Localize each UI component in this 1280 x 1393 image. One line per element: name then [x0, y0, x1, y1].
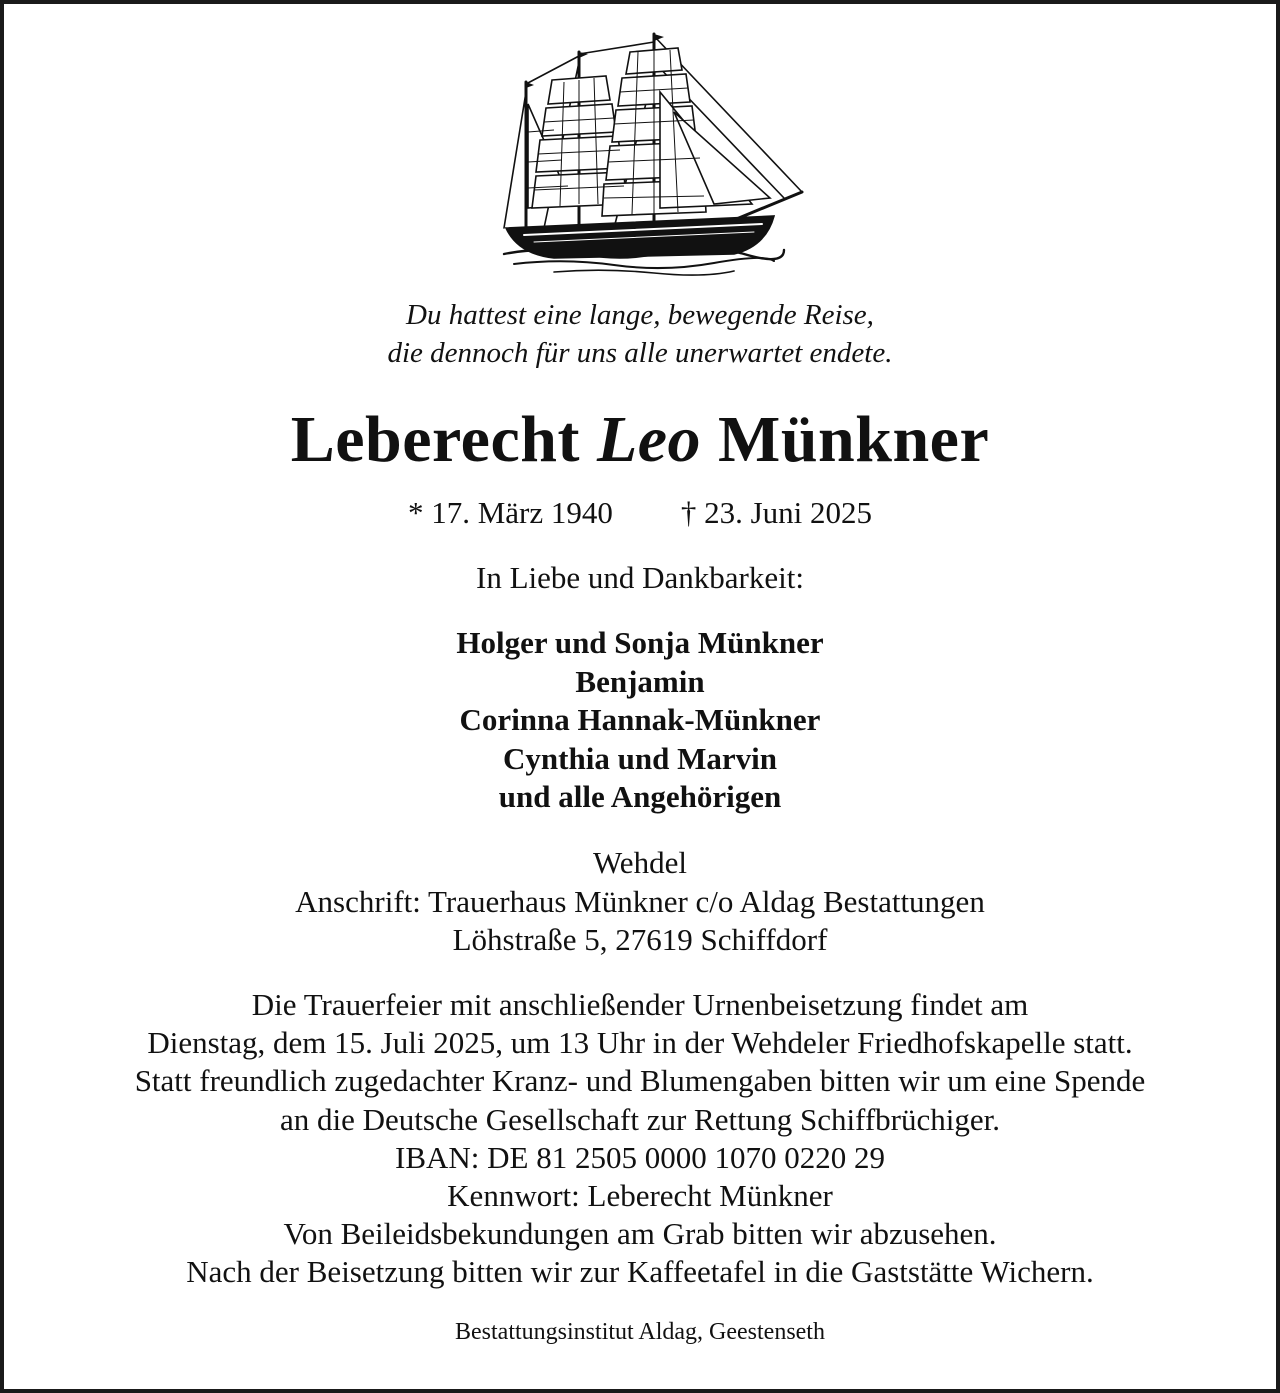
notice-line: Statt freundlich zugedachter Kranz- und Blumengaben bitten wir um eine Spende — [134, 1063, 1146, 1099]
deceased-first-name: Leberecht — [290, 403, 580, 476]
memorial-quote — [4, 296, 1276, 372]
mourner-line: Cynthia und Marvin — [503, 740, 777, 776]
address-line: Anschrift: Trauerhaus Münkner c/o Aldag Bestattungen — [295, 883, 985, 919]
address-line: Wehdel — [593, 845, 687, 880]
deceased-nickname: Leo — [596, 403, 702, 476]
sailing-ship-icon — [484, 32, 804, 277]
notice-line: Nach der Beisetzung bitten wir zur Kaffeetafel in die Gaststätte Wichern. — [186, 1254, 1094, 1290]
death-date: † 23. Juni 2025 — [680, 495, 873, 530]
deceased-name — [4, 400, 1276, 480]
deceased-last-name: Münkner — [718, 403, 990, 476]
mourner-line: Benjamin — [575, 663, 705, 699]
mourner-line: Corinna Hannak-Münkner — [459, 702, 821, 737]
notice-line-keyword: Kennwort: Leberecht Münkner — [447, 1178, 833, 1214]
mourner-line: Holger und Sonja Münkner — [456, 625, 824, 660]
quote-line-1: Du hattest eine lange, bewegende Reise, — [406, 299, 874, 331]
address-line: Löhstraße 5, 27619 Schiffdorf — [452, 922, 828, 957]
notice-line: Die Trauerfeier mit anschließender Urnenbeisetzung findet am — [251, 987, 1029, 1022]
notice-line: Von Beileidsbekundungen am Grab bitten wir abzusehen. — [283, 1216, 997, 1252]
birth-date: * 17. März 1940 — [407, 495, 613, 530]
funeral-notice-text — [4, 986, 1276, 1292]
life-dates — [4, 494, 1276, 532]
mourning-address — [4, 844, 1276, 960]
mourner-line: und alle Angehörigen — [498, 779, 782, 814]
undertaker-credit: Bestattungsinstitut Aldag, Geestenseth — [455, 1319, 825, 1345]
mourners-list — [4, 624, 1276, 817]
notice-line: an die Deutsche Gesellschaft zur Rettung Schiffbrüchiger. — [280, 1101, 1000, 1137]
quote-line-2: die dennoch für uns alle unerwartet endete. — [387, 337, 893, 369]
notice-line-iban: IBAN: DE 81 2505 0000 1070 0220 29 — [395, 1139, 885, 1175]
mourners-intro: In Liebe und Dankbarkeit: — [476, 560, 804, 595]
notice-line: Dienstag, dem 15. Juli 2025, um 13 Uhr in der Wehdeler Friedhofskapelle statt. — [147, 1025, 1133, 1061]
